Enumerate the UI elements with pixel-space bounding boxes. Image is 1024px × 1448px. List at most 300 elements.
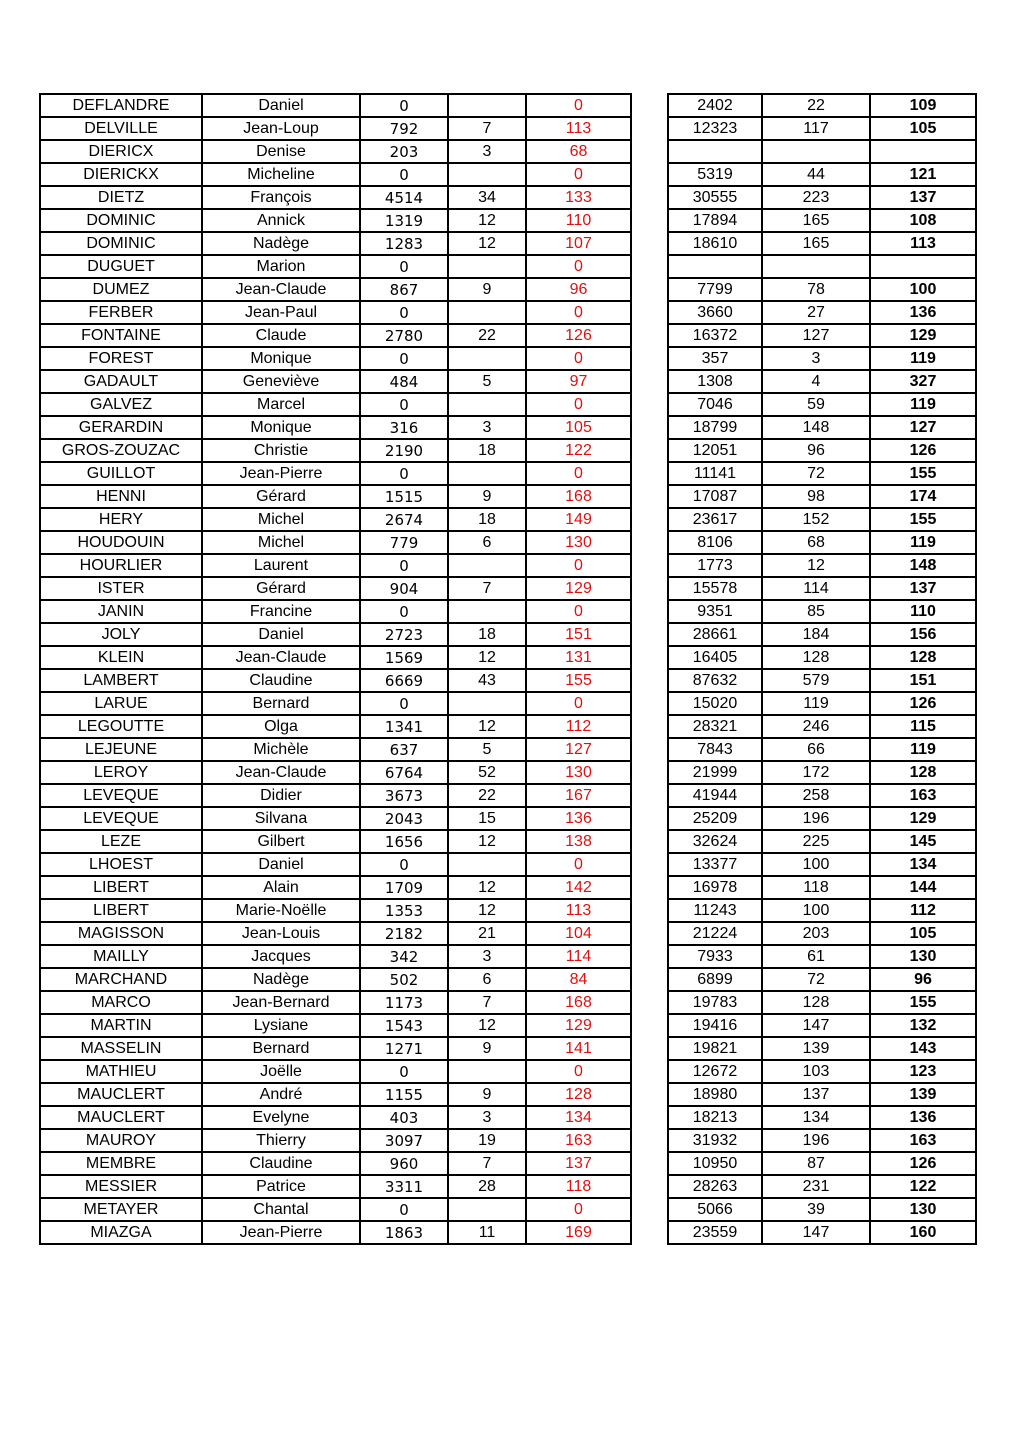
points-cell: 2043 [360,807,448,830]
ratio-cell: 96 [526,278,631,301]
last-name-cell: MEMBRE [40,1152,202,1175]
table-row [668,1037,976,1060]
last-name-cell: GERARDIN [40,416,202,439]
first-name-cell: Jean-Loup [202,117,360,140]
total-points-cell: 5319 [668,163,762,186]
table-row [40,117,631,140]
first-name-cell: Daniel [202,94,360,117]
ratio-cell: 133 [526,186,631,209]
table-row [668,255,976,278]
table-row [668,853,976,876]
points-cell: 6669 [360,669,448,692]
ratio-cell: 0 [526,393,631,416]
last-name-cell: ISTER [40,577,202,600]
table-row [668,1129,976,1152]
table-row [40,715,631,738]
count-cell: 9 [448,1083,526,1106]
table-row [668,439,976,462]
table-row [668,600,976,623]
total-count-cell: 78 [762,278,870,301]
ratio-cell: 0 [526,692,631,715]
count-cell: 3 [448,1106,526,1129]
total-count-cell: 231 [762,1175,870,1198]
ratio-cell: 167 [526,784,631,807]
total-count-cell: 225 [762,830,870,853]
table-row [40,439,631,462]
average-cell: 105 [870,117,976,140]
total-points-cell: 357 [668,347,762,370]
total-count-cell: 165 [762,232,870,255]
count-cell: 52 [448,761,526,784]
average-cell: 121 [870,163,976,186]
points-cell: 2190 [360,439,448,462]
last-name-cell: MATHIEU [40,1060,202,1083]
table-row [40,278,631,301]
ratio-cell: 0 [526,1060,631,1083]
first-name-cell: Jean-Claude [202,761,360,784]
last-name-cell: HOUDOUIN [40,531,202,554]
points-cell: 484 [360,370,448,393]
total-count-cell: 223 [762,186,870,209]
total-points-cell: 1773 [668,554,762,577]
first-name-cell: Denise [202,140,360,163]
points-cell: 0 [360,94,448,117]
ratio-cell: 149 [526,508,631,531]
first-name-cell: Patrice [202,1175,360,1198]
table-row [40,370,631,393]
total-points-cell: 28661 [668,623,762,646]
ratio-cell: 68 [526,140,631,163]
count-cell [448,600,526,623]
table-row [40,462,631,485]
last-name-cell: JANIN [40,600,202,623]
first-name-cell: Marion [202,255,360,278]
total-points-cell [668,140,762,163]
ratio-cell: 113 [526,899,631,922]
total-points-cell: 87632 [668,669,762,692]
points-cell: 637 [360,738,448,761]
points-cell: 2674 [360,508,448,531]
average-cell [870,255,976,278]
table-row [40,531,631,554]
table-row [668,186,976,209]
total-points-cell: 17894 [668,209,762,232]
points-cell: 6764 [360,761,448,784]
table-row [40,577,631,600]
average-cell: 110 [870,600,976,623]
first-name-cell: Marcel [202,393,360,416]
table-row [40,1106,631,1129]
table-row [40,945,631,968]
table-row [668,209,976,232]
total-points-cell: 8106 [668,531,762,554]
average-cell: 163 [870,784,976,807]
last-name-cell: MAUROY [40,1129,202,1152]
ratio-cell: 136 [526,807,631,830]
total-points-cell: 31932 [668,1129,762,1152]
total-points-cell: 19416 [668,1014,762,1037]
count-cell: 18 [448,508,526,531]
average-cell: 144 [870,876,976,899]
total-points-cell: 9351 [668,600,762,623]
ratio-cell: 129 [526,1014,631,1037]
total-count-cell: 72 [762,462,870,485]
table-row [40,1129,631,1152]
table-row [668,1083,976,1106]
count-cell: 18 [448,439,526,462]
ratio-cell: 130 [526,531,631,554]
total-count-cell [762,255,870,278]
average-cell: 126 [870,692,976,715]
first-name-cell: Joëlle [202,1060,360,1083]
total-count-cell: 117 [762,117,870,140]
ratio-cell: 138 [526,830,631,853]
table-row [668,324,976,347]
first-name-cell: Gilbert [202,830,360,853]
total-count-cell: 103 [762,1060,870,1083]
total-points-cell: 32624 [668,830,762,853]
total-count-cell: 4 [762,370,870,393]
points-cell: 1515 [360,485,448,508]
table-row [668,278,976,301]
table-row [668,692,976,715]
count-cell [448,462,526,485]
table-row [40,554,631,577]
table-row [40,301,631,324]
table-row [40,508,631,531]
total-count-cell: 246 [762,715,870,738]
total-count-cell: 196 [762,807,870,830]
total-points-cell: 18213 [668,1106,762,1129]
table-row [668,991,976,1014]
last-name-cell: METAYER [40,1198,202,1221]
points-cell: 792 [360,117,448,140]
total-points-cell: 1308 [668,370,762,393]
table-row [668,462,976,485]
first-name-cell: Silvana [202,807,360,830]
count-cell: 43 [448,669,526,692]
total-count-cell: 127 [762,324,870,347]
average-cell: 105 [870,922,976,945]
table-row [40,393,631,416]
last-name-cell: DEFLANDRE [40,94,202,117]
table-row [40,1037,631,1060]
first-name-cell: Monique [202,347,360,370]
count-cell: 12 [448,876,526,899]
last-name-cell: HOURLIER [40,554,202,577]
total-points-cell: 28263 [668,1175,762,1198]
members-table [39,93,632,1245]
last-name-cell: LARUE [40,692,202,715]
first-name-cell: Jean-Louis [202,922,360,945]
ratio-cell: 151 [526,623,631,646]
ratio-cell: 131 [526,646,631,669]
table-row [668,554,976,577]
last-name-cell: FONTAINE [40,324,202,347]
table-row [668,669,976,692]
points-cell: 3673 [360,784,448,807]
average-cell: 156 [870,623,976,646]
total-points-cell: 15020 [668,692,762,715]
last-name-cell: DOMINIC [40,232,202,255]
average-cell: 174 [870,485,976,508]
average-cell: 160 [870,1221,976,1244]
table-row [40,830,631,853]
count-cell [448,163,526,186]
last-name-cell: DOMINIC [40,209,202,232]
total-points-cell: 7799 [668,278,762,301]
total-points-cell: 30555 [668,186,762,209]
points-cell: 2780 [360,324,448,347]
last-name-cell: KLEIN [40,646,202,669]
total-count-cell: 114 [762,577,870,600]
table-row [668,876,976,899]
total-count-cell: 134 [762,1106,870,1129]
ratio-cell: 127 [526,738,631,761]
average-cell: 128 [870,761,976,784]
ratio-cell: 0 [526,255,631,278]
table-row [668,370,976,393]
first-name-cell: Jean-Paul [202,301,360,324]
table-row [40,646,631,669]
total-count-cell: 66 [762,738,870,761]
points-cell: 1155 [360,1083,448,1106]
points-cell: 1543 [360,1014,448,1037]
table-row [40,1175,631,1198]
points-cell: 1173 [360,991,448,1014]
first-name-cell: Daniel [202,853,360,876]
count-cell: 3 [448,416,526,439]
last-name-cell: GALVEZ [40,393,202,416]
total-count-cell: 22 [762,94,870,117]
average-cell: 109 [870,94,976,117]
count-cell: 9 [448,1037,526,1060]
total-points-cell: 11243 [668,899,762,922]
count-cell: 22 [448,784,526,807]
table-row [668,508,976,531]
count-cell: 7 [448,577,526,600]
total-points-cell [668,255,762,278]
ratio-cell: 0 [526,1198,631,1221]
first-name-cell: Olga [202,715,360,738]
first-name-cell: Jean-Claude [202,646,360,669]
last-name-cell: FERBER [40,301,202,324]
average-cell: 137 [870,186,976,209]
total-count-cell: 128 [762,991,870,1014]
first-name-cell: Bernard [202,692,360,715]
first-name-cell: Bernard [202,1037,360,1060]
table-row [40,163,631,186]
table-row [40,485,631,508]
totals-table-body [668,94,976,1244]
table-row [40,991,631,1014]
points-cell: 1709 [360,876,448,899]
total-count-cell: 96 [762,439,870,462]
first-name-cell: Claude [202,324,360,347]
last-name-cell: MARCO [40,991,202,1014]
average-cell: 119 [870,531,976,554]
last-name-cell: LAMBERT [40,669,202,692]
first-name-cell: François [202,186,360,209]
points-cell: 0 [360,301,448,324]
ratio-cell: 126 [526,324,631,347]
average-cell: 123 [870,1060,976,1083]
total-points-cell: 12323 [668,117,762,140]
total-count-cell: 100 [762,899,870,922]
average-cell: 130 [870,945,976,968]
last-name-cell: MAUCLERT [40,1106,202,1129]
ratio-cell: 114 [526,945,631,968]
total-count-cell: 44 [762,163,870,186]
points-cell: 0 [360,255,448,278]
total-count-cell: 203 [762,922,870,945]
table-row [40,738,631,761]
count-cell: 5 [448,738,526,761]
table-row [40,876,631,899]
table-row [668,922,976,945]
average-cell: 130 [870,1198,976,1221]
total-points-cell: 25209 [668,807,762,830]
ratio-cell: 110 [526,209,631,232]
average-cell: 137 [870,577,976,600]
table-row [40,761,631,784]
count-cell: 12 [448,899,526,922]
total-count-cell: 39 [762,1198,870,1221]
average-cell: 134 [870,853,976,876]
last-name-cell: FOREST [40,347,202,370]
points-cell: 0 [360,853,448,876]
last-name-cell: MESSIER [40,1175,202,1198]
first-name-cell: André [202,1083,360,1106]
table-row [40,416,631,439]
first-name-cell: Monique [202,416,360,439]
count-cell [448,554,526,577]
count-cell [448,692,526,715]
total-count-cell [762,140,870,163]
count-cell: 7 [448,1152,526,1175]
count-cell: 12 [448,830,526,853]
first-name-cell: Jean-Claude [202,278,360,301]
table-row [40,1152,631,1175]
points-cell: 4514 [360,186,448,209]
count-cell: 12 [448,209,526,232]
table-row [668,1221,976,1244]
average-cell: 112 [870,899,976,922]
count-cell: 7 [448,117,526,140]
count-cell: 6 [448,531,526,554]
points-cell: 1271 [360,1037,448,1060]
last-name-cell: LEJEUNE [40,738,202,761]
first-name-cell: Christie [202,439,360,462]
total-count-cell: 3 [762,347,870,370]
table-row [668,347,976,370]
ratio-cell: 155 [526,669,631,692]
total-points-cell: 5066 [668,1198,762,1221]
total-count-cell: 27 [762,301,870,324]
last-name-cell: LIBERT [40,876,202,899]
points-cell: 3097 [360,1129,448,1152]
average-cell: 119 [870,393,976,416]
total-count-cell: 137 [762,1083,870,1106]
table-row [40,922,631,945]
last-name-cell: DUGUET [40,255,202,278]
ratio-cell: 0 [526,554,631,577]
average-cell: 136 [870,1106,976,1129]
table-row [668,715,976,738]
points-cell: 1353 [360,899,448,922]
total-points-cell: 18799 [668,416,762,439]
ratio-cell: 0 [526,163,631,186]
average-cell: 113 [870,232,976,255]
table-row [668,623,976,646]
first-name-cell: Nadège [202,968,360,991]
last-name-cell: LEZE [40,830,202,853]
average-cell: 327 [870,370,976,393]
count-cell [448,347,526,370]
total-points-cell: 2402 [668,94,762,117]
points-cell: 867 [360,278,448,301]
ratio-cell: 104 [526,922,631,945]
ratio-cell: 122 [526,439,631,462]
first-name-cell: Daniel [202,623,360,646]
points-cell: 3311 [360,1175,448,1198]
count-cell: 11 [448,1221,526,1244]
total-points-cell: 18610 [668,232,762,255]
points-cell: 779 [360,531,448,554]
last-name-cell: MARCHAND [40,968,202,991]
table-row [668,738,976,761]
total-points-cell: 41944 [668,784,762,807]
total-count-cell: 59 [762,393,870,416]
total-points-cell: 12051 [668,439,762,462]
ratio-cell: 0 [526,600,631,623]
total-count-cell: 128 [762,646,870,669]
count-cell: 28 [448,1175,526,1198]
count-cell [448,853,526,876]
first-name-cell: Jacques [202,945,360,968]
table-row [40,94,631,117]
first-name-cell: Geneviève [202,370,360,393]
average-cell: 122 [870,1175,976,1198]
average-cell: 139 [870,1083,976,1106]
total-points-cell: 16372 [668,324,762,347]
first-name-cell: Evelyne [202,1106,360,1129]
count-cell [448,301,526,324]
table-row [668,1106,976,1129]
members-table-body [40,94,631,1244]
average-cell: 155 [870,508,976,531]
table-row [668,416,976,439]
ratio-cell: 134 [526,1106,631,1129]
points-cell: 203 [360,140,448,163]
table-row [668,945,976,968]
table-row [668,1014,976,1037]
table-row [668,1175,976,1198]
average-cell: 128 [870,646,976,669]
first-name-cell: Alain [202,876,360,899]
average-cell: 155 [870,462,976,485]
table-row [40,623,631,646]
table-row [668,393,976,416]
points-cell: 1319 [360,209,448,232]
points-cell: 1283 [360,232,448,255]
last-name-cell: MIAZGA [40,1221,202,1244]
last-name-cell: MASSELIN [40,1037,202,1060]
first-name-cell: Michèle [202,738,360,761]
total-points-cell: 15578 [668,577,762,600]
first-name-cell: Chantal [202,1198,360,1221]
total-points-cell: 3660 [668,301,762,324]
